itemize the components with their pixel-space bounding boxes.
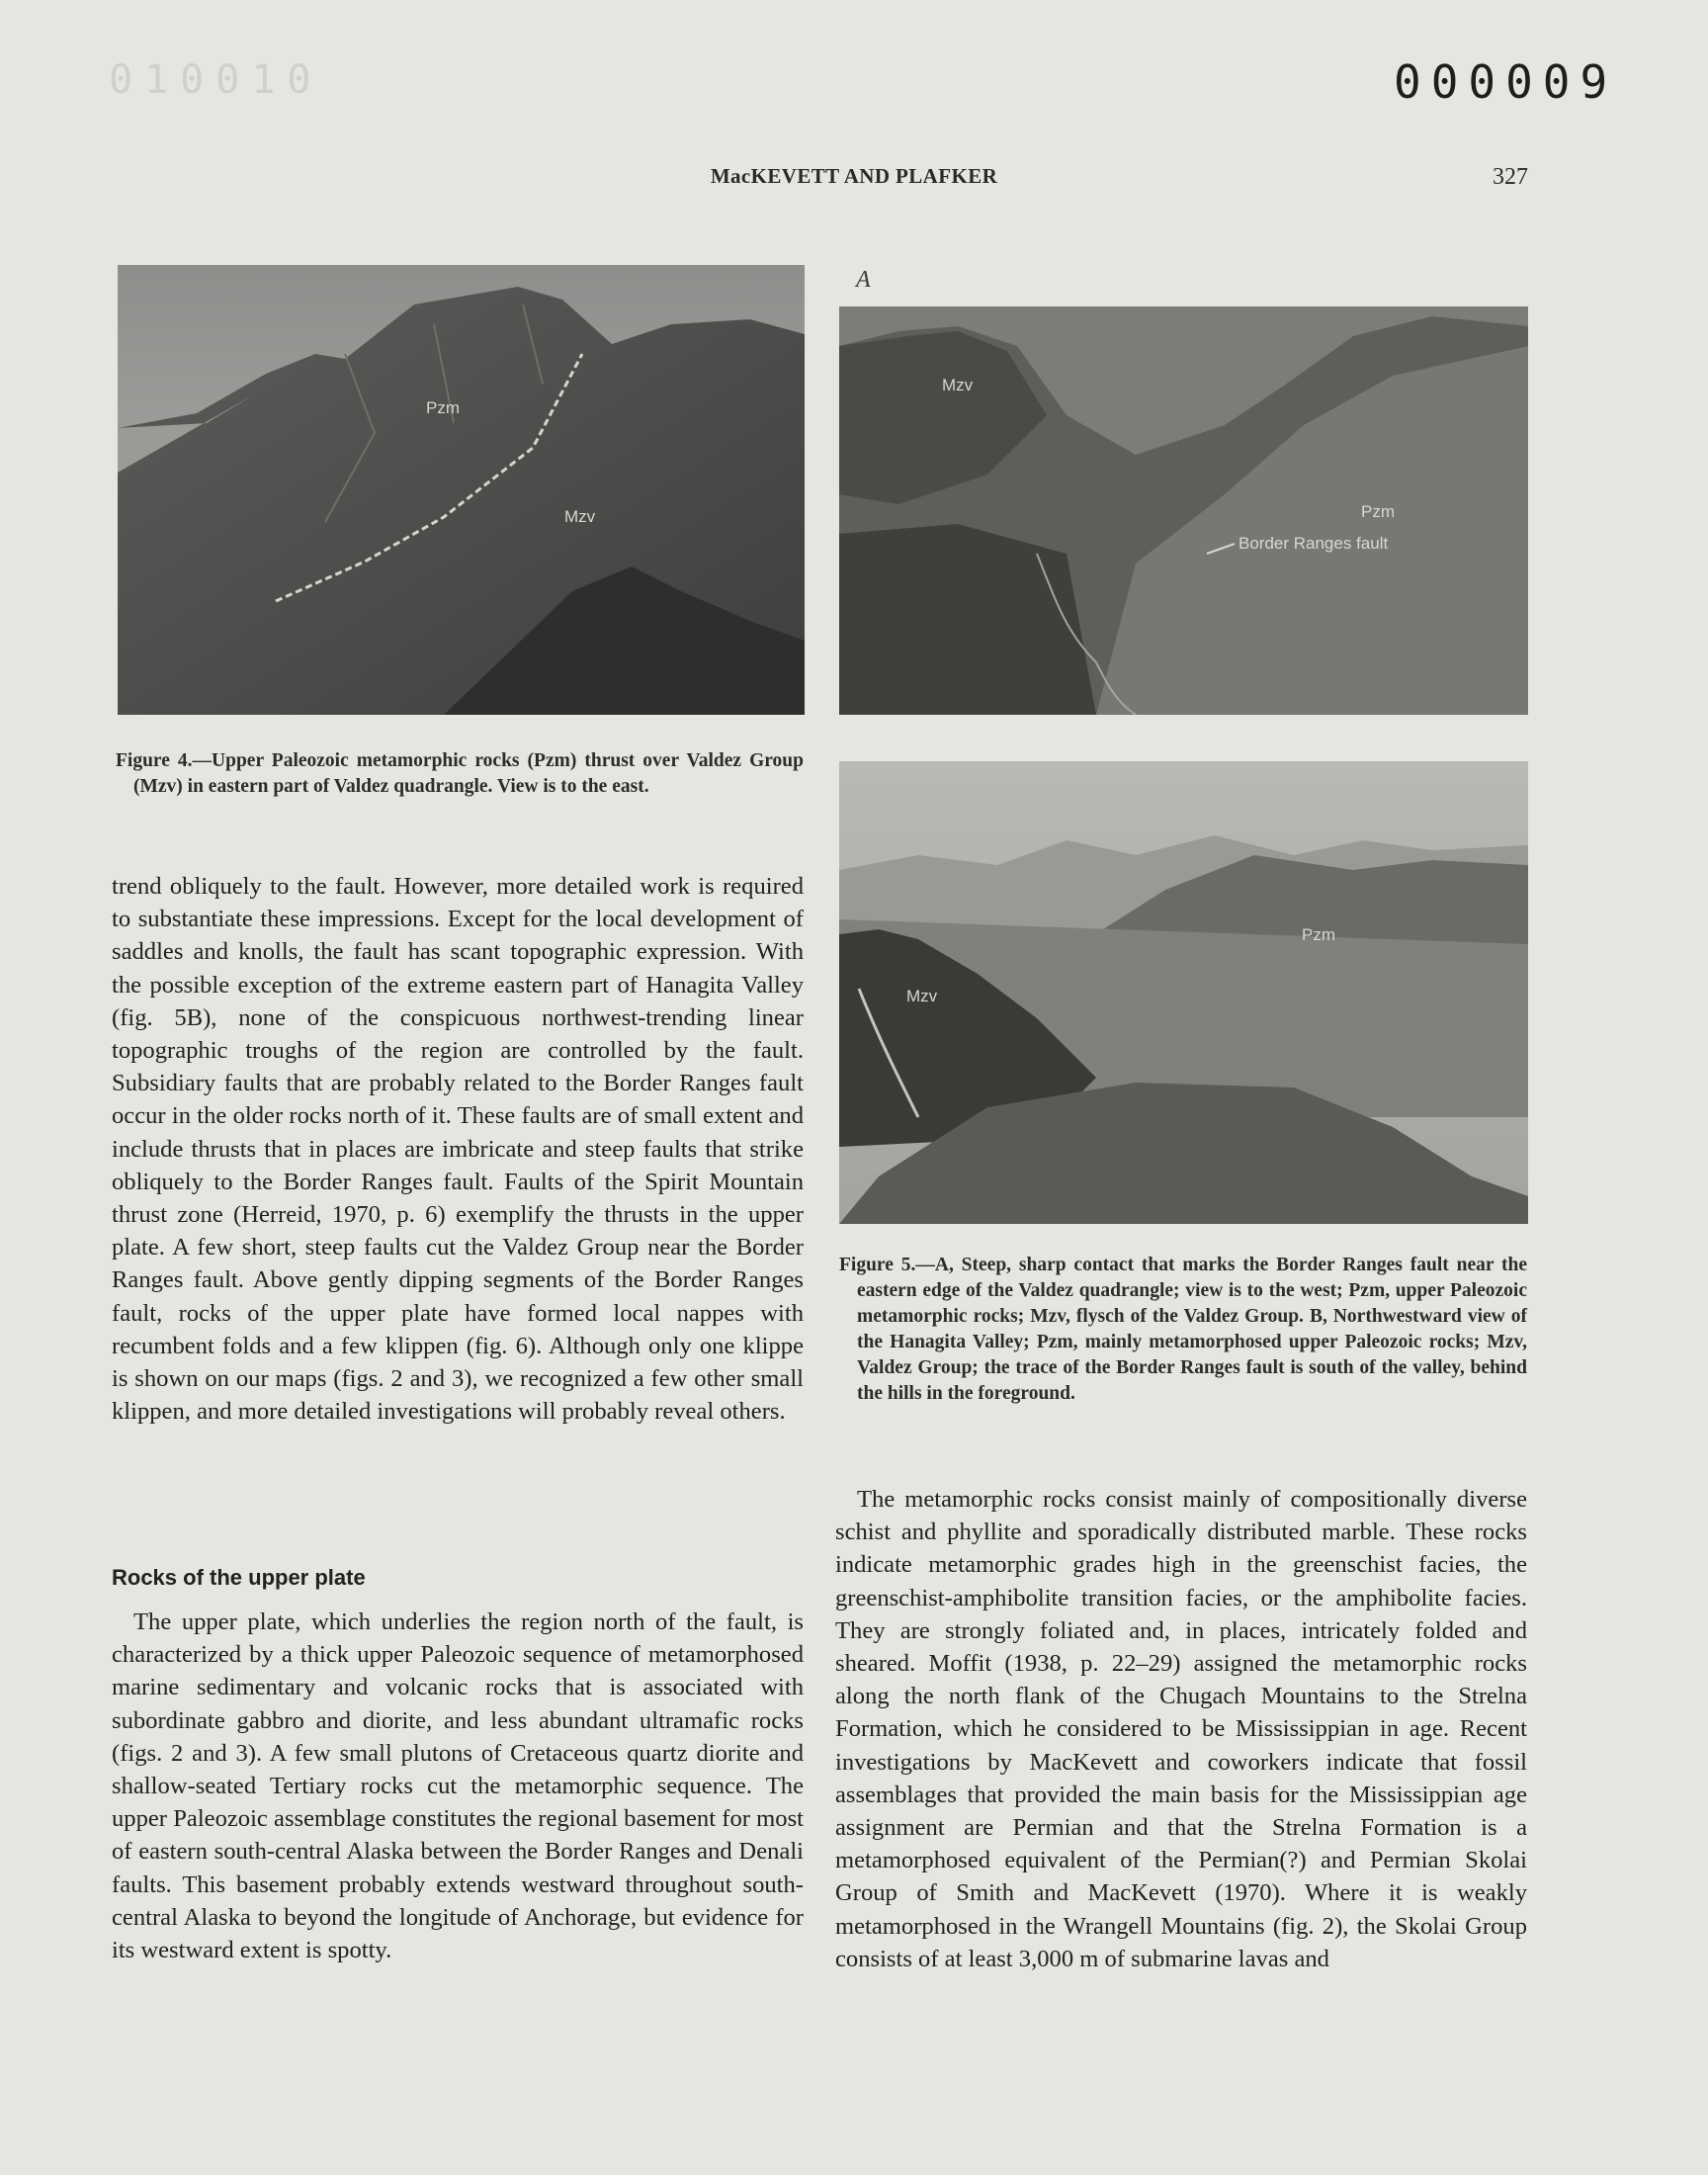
figure5a-label-pzm: Pzm [1361,502,1395,521]
left-column-text-2 [112,1606,804,1966]
figure5-caption: Figure 5.—A, Steep, sharp contact that marks the Border Ranges fault near the eastern edge of the Valdez quadrangle; view is to the west; Pzm, upper Paleozoic metamorphic rocks; Mzv, flysch of the Valdez Group. B, Northwestward view of the Hanagita Valley; Pzm, mainly metamorphosed upper Paleozoic rocks; Mzv, Valdez Group; the trace of the Border Ranges fault is south of the valley, behind the hills in the foreground. [839,1255,1527,1404]
figure5a-label-fault: Border Ranges fault [1238,534,1389,553]
running-head: MacKEVETT AND PLAFKER [710,164,998,188]
figure4-label-mzv: Mzv [564,507,596,526]
left-column-text [112,870,804,1428]
page-number: 327 [1493,164,1528,190]
left-paragraph-2: The upper plate, which underlies the region north of the fault, is characterized by a thick upper Paleozoic sequence of metamorphosed marine sedimentary and volcanic rocks that is associated with subordinate gabbro and diorite, and less abundant ultramafic rocks (figs. 2 and 3). A few small plutons of Cretaceous quartz diorite and shallow-seated Tertiary rocks cut the metamorphic sequence. The upper Paleozoic assemblage constitutes the regional basement for most of eastern south-central Alaska between the Border Ranges and Denali faults. This basement probably extends westward throughout south-central Alaska to beyond the longitude of Anchorage, but evidence for its westward extent is spotty. [112,1609,804,1964]
right-paragraph-1: The metamorphic rocks consist mainly of compositionally diverse schist and phyllite and sporadically distributed marble. These rocks indicate metamorphic grades high in the greenschist facies, the greenschist-amphibolite transition facies, or the amphibolite facies. They are strongly foliated and, in places, intricately folded and sheared. Moffit (1938, p. 22–29) assigned the metamorphic rocks along the north flank of the Chugach Mountains to the Strelna Formation, which he considered to be Mississippian in age. Recent investigations by MacKevett and coworkers indicate that fossil assemblages that provided the main basis for the Mississippian age assignment are Permian and that the Strelna Formation is a metamorphosed equivalent of the Permian(?) and Permian Skolai Group of Smith and MacKevett (1970). Where it is weakly metamorphosed in the Wrangell Mountains (fig. 2), the Skolai Group consists of at least 3,000 m of submarine lavas and [835,1486,1527,1972]
ghost-stamp: 010010 [109,57,323,103]
figure5a-photo [839,306,1528,715]
figure4-caption: Figure 4.—Upper Paleozoic metamorphic rocks (Pzm) thrust over Valdez Group (Mzv) in eastern part of Valdez quadrangle. View is to the east. [116,750,804,797]
right-column-text [835,1483,1527,1975]
left-paragraph-1: trend obliquely to the fault. However, more detailed work is required to substantiate these impressions. Except for the local development of saddles and knolls, the fault has scant topographic expression. With the possible exception of the extreme eastern part of Hanagita Valley (fig. 5B), none of the conspicuous northwest-trending linear topographic troughs of the region are controlled by the fault. Subsidiary faults that are probably related to the Border Ranges fault occur in the older rocks north of it. These faults are of small extent and include thrusts that in places are imbricate and steep faults that strike obliquely to the Border Ranges fault. Faults of the Spirit Mountain thrust zone (Herreid, 1970, p. 6) exemplify the thrusts in the upper plate. A few short, steep faults cut the Valdez Group near the Border Ranges fault. Above gently dipping segments of the Border Ranges fault, rocks of the upper plate have formed local nappes with recumbent folds and a few klippen (fig. 6). Although only one klippe is shown on our maps (figs. 2 and 3), we recognized a few other small klippen, and more detailed investigations will probably reveal others. [112,873,804,1426]
figure5b-label-pzm: Pzm [1302,925,1335,944]
section-heading: Rocks of the upper plate [112,1565,366,1590]
document-stamp: 000009 [1394,55,1618,109]
figure4-label-pzm: Pzm [426,398,460,417]
figure4-photo [118,265,805,715]
figure5-panel-a-letter: A [856,267,871,293]
figure5a-label-mzv: Mzv [942,376,974,394]
figure5b-label-mzv: Mzv [906,987,938,1005]
figure5b-photo [839,761,1528,1224]
